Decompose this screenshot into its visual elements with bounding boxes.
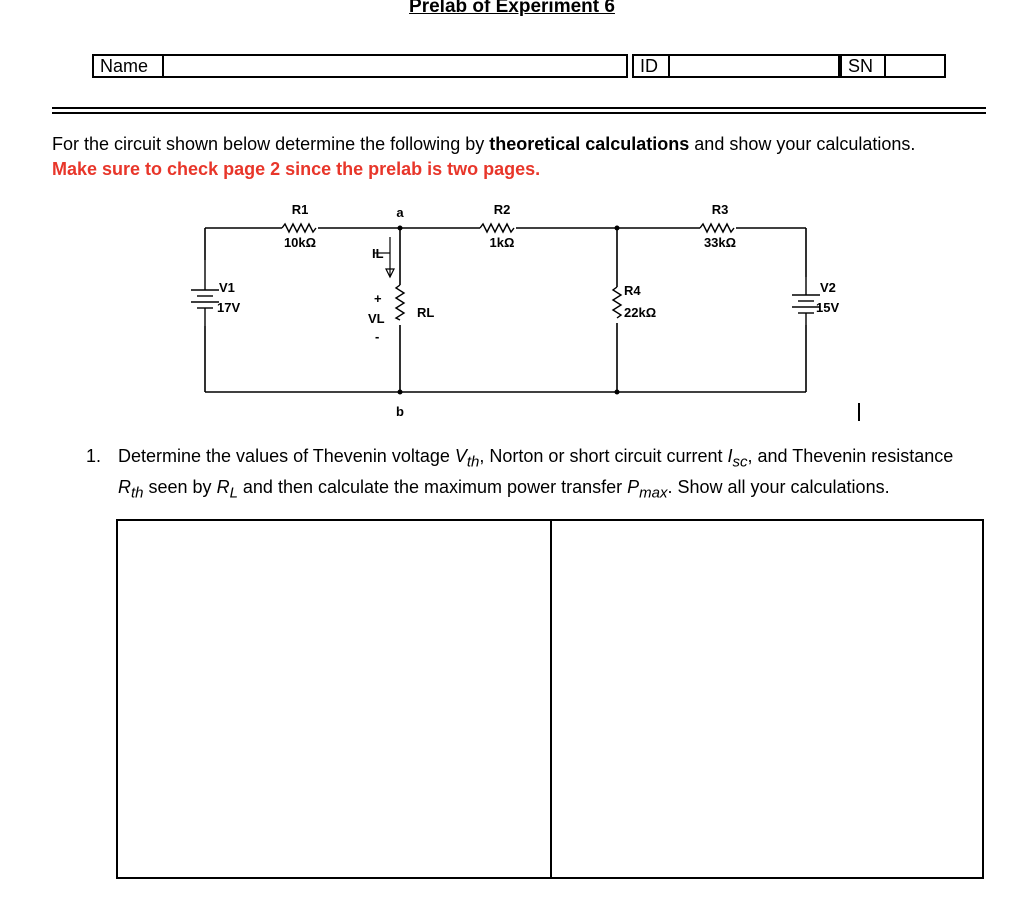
- page-title: Prelab of Experiment 6: [409, 0, 615, 17]
- q-part-2: , Norton or short circuit current: [479, 446, 728, 466]
- r1-resistor: [282, 224, 316, 232]
- answer-box-right[interactable]: [550, 519, 984, 879]
- node-a-label: a: [396, 205, 404, 220]
- r3-value: 33kΩ: [703, 235, 737, 250]
- vth-symbol: [454, 446, 480, 471]
- r3-resistor: [700, 224, 734, 232]
- node-r4-top-dot: [615, 226, 620, 231]
- circuit-diagram: [0, 195, 1024, 425]
- vth-base: V: [454, 446, 467, 466]
- v1-battery: [191, 260, 219, 326]
- rth-sub: th: [131, 484, 144, 502]
- name-field[interactable]: [162, 54, 628, 78]
- rl-resistor: [396, 285, 404, 320]
- v2-value: 15V: [816, 300, 840, 315]
- isc-base: I: [727, 446, 733, 466]
- rth-symbol: [118, 476, 144, 502]
- sn-label: SN: [840, 54, 886, 78]
- node-b-dot: [398, 390, 403, 395]
- il-label: IL: [372, 246, 384, 261]
- rl-sub: L: [229, 484, 238, 502]
- r2-value: 1kΩ: [489, 235, 515, 250]
- r1-value: 10kΩ: [283, 235, 317, 250]
- isc-symbol: [727, 446, 748, 471]
- rth-base: R: [118, 476, 131, 497]
- question-text: [118, 444, 978, 505]
- divider-top: [52, 107, 986, 109]
- vl-label: VL: [368, 311, 385, 326]
- node-b-label: b: [396, 404, 404, 419]
- node-a-dot: [398, 226, 403, 231]
- pmax-sub: max: [639, 484, 668, 502]
- vl-minus: -: [375, 329, 380, 344]
- vl-plus: +: [374, 291, 382, 306]
- r2-label: R2: [493, 202, 511, 217]
- q-part-5: and then calculate the maximum power transfer: [237, 476, 628, 497]
- rl-label: RL: [417, 305, 435, 320]
- q-part-6: . Show all your calculations.: [667, 476, 890, 497]
- r1-label: R1: [291, 202, 309, 217]
- pmax-base: P: [627, 476, 640, 497]
- id-label: ID: [632, 54, 670, 78]
- q-part-1: Determine the values of Thevenin voltage: [118, 446, 455, 466]
- id-field[interactable]: [668, 54, 840, 78]
- q-part-4: seen by: [143, 476, 217, 497]
- sn-field[interactable]: [884, 54, 946, 78]
- r4-label: R4: [624, 283, 641, 298]
- question-number: 1.: [86, 446, 102, 466]
- rl-base: R: [216, 476, 230, 497]
- intro-text-before: For the circuit shown below determine the following by: [52, 134, 490, 154]
- vth-sub: th: [466, 453, 480, 471]
- intro-text-after: and show your calculations.: [689, 134, 916, 154]
- pmax-symbol: [627, 476, 668, 502]
- r4-value: 22kΩ: [624, 305, 657, 320]
- r2-resistor: [480, 224, 514, 232]
- divider-bottom: [52, 112, 986, 114]
- rl-symbol: [216, 476, 238, 502]
- r4-resistor: [613, 287, 621, 318]
- answer-box-left[interactable]: [116, 519, 552, 879]
- intro-text: [52, 132, 915, 156]
- wires: [205, 228, 806, 392]
- intro-bold: theoretical calculations: [489, 134, 690, 154]
- node-r4-bottom-dot: [615, 390, 620, 395]
- r3-label: R3: [711, 202, 729, 217]
- q-part-3: , and Thevenin resistance: [747, 446, 954, 466]
- warning-text: Make sure to check page 2 since the prelab is two pages.: [52, 159, 541, 179]
- v1-label: V1: [219, 280, 235, 295]
- v2-label: V2: [820, 280, 836, 295]
- v1-value: 17V: [217, 300, 241, 315]
- isc-sub: sc: [732, 453, 748, 471]
- name-label: Name: [92, 54, 164, 78]
- text-cursor: [858, 403, 860, 421]
